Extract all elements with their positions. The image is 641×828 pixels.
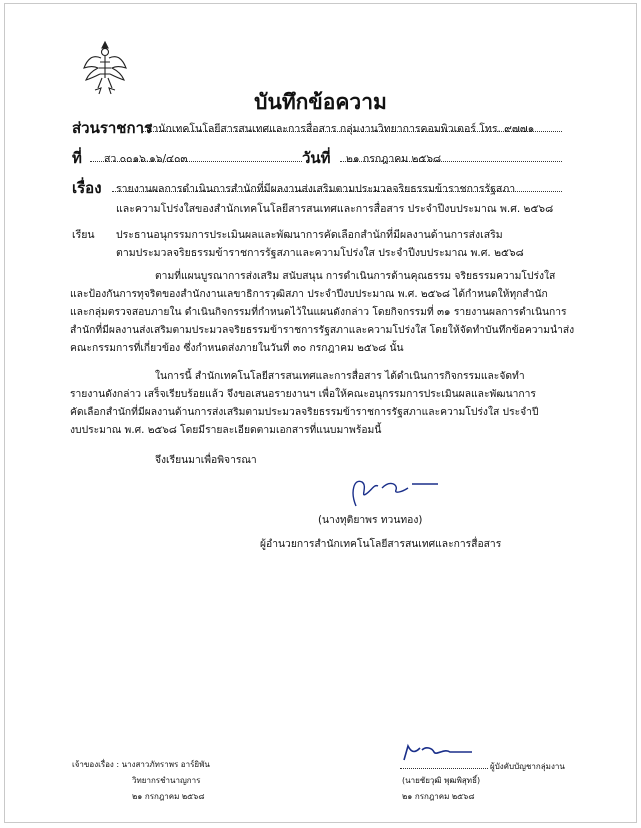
approver-name: (นายชัยวุฒิ พุฒพิสุทธิ์) bbox=[402, 776, 481, 785]
para2-line1: ในการนี้ สำนักเทคโนโลยีสารสนเทศและการสื่อสาร ได้ดำเนินการกิจกรรมและจัดทำ bbox=[155, 370, 525, 382]
signer-name: (นางทุติยาพร ทวนทอง) bbox=[318, 514, 423, 526]
subject-line2: และความโปร่งใสของสำนักเทคโนโลยีสารสนเทศและการสื่อสาร ประจำปีงบประมาณ พ.ศ. ๒๕๖๘ bbox=[116, 203, 554, 215]
approver-role: ผู้บังคับบัญชากลุ่มงาน bbox=[490, 762, 565, 771]
date-label: วันที่ bbox=[302, 149, 331, 167]
subject-label: เรื่อง bbox=[72, 179, 102, 197]
owner-date: ๒๑ กรกฎาคม ๒๕๖๘ bbox=[132, 792, 205, 801]
salutation-line2: ตามประมวลจริยธรรมข้าราชการรัฐสภาและความโปร่งใส ประจำปีงบประมาณ พ.ศ. ๒๕๖๘ bbox=[116, 247, 524, 259]
subject-line1: รายงานผลการดำเนินการสำนักที่มีผลงานส่งเสริมตามประมวลจริยธรรมข้าราชการรัฐสภา bbox=[116, 183, 516, 195]
salutation-line1: ประธานอนุกรรมการประเมินผลและพัฒนาการคัดเลือกสำนักที่มีผลงานด้านการส่งเสริม bbox=[116, 229, 503, 241]
date-value: ๒๑ กรกฎาคม ๒๕๖๘ bbox=[346, 153, 442, 165]
initials-signature-icon bbox=[398, 742, 478, 764]
agency-value: สำนักเทคโนโลยีสารสนเทศและการสื่อสาร กลุ่มงานวิทยาการคอมพิวเตอร์ โทร. ๙๗๗๑ bbox=[146, 123, 535, 135]
approver-underline bbox=[400, 768, 488, 769]
para2-line2: รายงานดังกล่าว เสร็จเรียบร้อยแล้ว จึงขอเสนอรายงานฯ เพื่อให้คณะอนุกรรมการประเมินผลและพัฒนาการ bbox=[70, 388, 536, 400]
ref-label: ที่ bbox=[72, 149, 82, 167]
owner-title: วิทยากรชำนาญการ bbox=[132, 776, 201, 785]
agency-label: ส่วนราชการ bbox=[72, 119, 153, 137]
owner-line: เจ้าของเรื่อง : นางสาวภัทราพร อาร์ยิพัน bbox=[72, 760, 210, 769]
salutation-label: เรียน bbox=[72, 229, 95, 241]
para1-line3: และกลุ่มตรวจสอบภายใน ดำเนินกิจกรรมที่กำหนดไว้ในแผนดังกล่าว โดยกิจกรรมที่ ๓๑ รายงานผลการดำเนินการ bbox=[70, 306, 567, 318]
page-title: บันทึกข้อความ bbox=[254, 90, 387, 114]
approver-date: ๒๑ กรกฎาคม ๒๕๖๘ bbox=[402, 792, 475, 801]
ref-value: สว ๐๐๑๖.๑๖/๔๐๓ bbox=[104, 153, 188, 165]
para1-line1: ตามที่แผนบูรณาการส่งเสริม สนับสนุน การดำเนินการด้านคุณธรรม จริยธรรมความโปร่งใส bbox=[155, 270, 556, 282]
closing-text: จึงเรียนมาเพื่อพิจารณา bbox=[155, 454, 257, 466]
para2-line4: งบประมาณ พ.ศ. ๒๕๖๘ โดยมีรายละเอียดตามเอกสารที่แนบมาพร้อมนี้ bbox=[70, 424, 382, 436]
para1-line4: สำนักที่มีผลงานส่งเสริมตามประมวลจริยธรรมข้าราชการรัฐสภาและความโปร่งใส โดยให้จัดทำบันทึกข้อความนำส่ง bbox=[70, 324, 575, 336]
signature-icon bbox=[342, 470, 452, 510]
para1-line5: คณะกรรมการที่เกี่ยวข้อง ซึ่งกำหนดส่งภายในวันที่ ๓๐ กรกฎาคม ๒๕๖๘ นั้น bbox=[70, 342, 404, 354]
signer-position: ผู้อำนวยการสำนักเทคโนโลยีสารสนเทศและการสื่อสาร bbox=[260, 538, 502, 550]
para1-line2: และป้องกันการทุจริตของสำนักงานเลขาธิการวุฒิสภา ประจำปีงบประมาณ พ.ศ. ๒๕๖๘ ได้กำหนดให้ทุกสำนัก bbox=[70, 288, 548, 300]
para2-line3: คัดเลือกสำนักที่มีผลงานด้านการส่งเสริมตามประมวลจริยธรรมข้าราชการรัฐสภาและความโปร่งใส ประจำปี bbox=[70, 406, 539, 418]
